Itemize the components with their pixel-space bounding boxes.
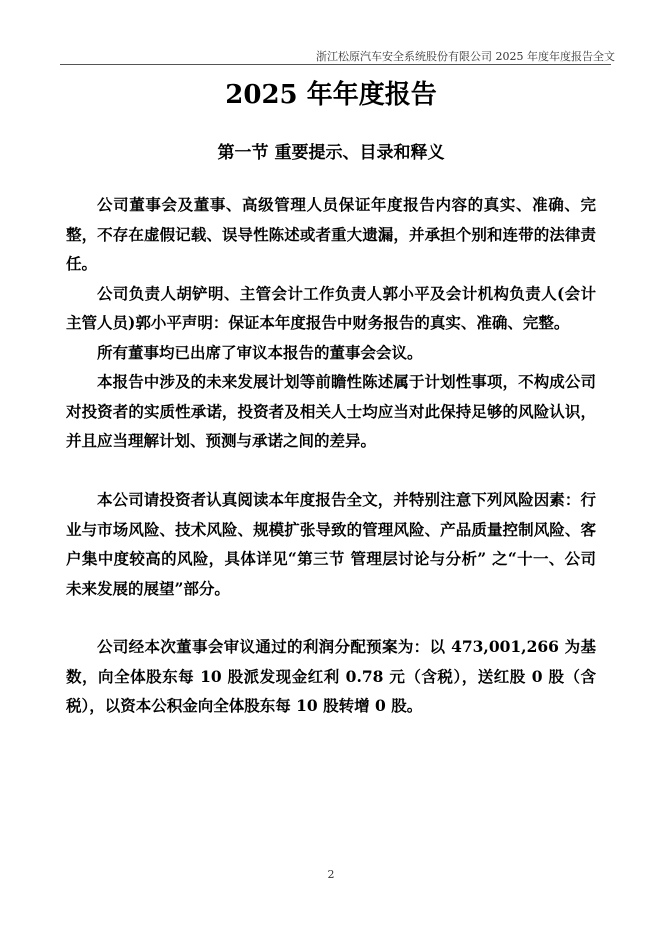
section-heading: 第一节 重要提示、目录和释义 (217, 143, 445, 163)
body-block-3 (66, 632, 596, 721)
paragraph-officer-statement: 公司负责人胡铲明、主管会计工作负责人郭小平及会计机构负责人(会计主管人员)郭小平声明：保证本年度报告中财务报告的真实、准确、完整。 (66, 283, 596, 332)
paragraph-board-attendance: 所有董事均已出席了审议本报告的董事会会议。 (97, 342, 423, 362)
paragraph-forward-looking: 本报告中涉及的未来发展计划等前瞻性陈述属于计划性事项，不构成公司对投资者的实质性承诺，投资者及相关人士均应当对此保持足够的风险认识，并且应当理解计划、预测与承诺之间的差异。 (66, 372, 596, 450)
paragraph-profit-distribution: 公司经本次董事会审议通过的利润分配预案为：以 473,001,266 为基数，向全体股东每 10 股派发现金红利 0.78 元（含税），送红股 0 股（含税），以资本公积金向全体股东每 10 股转增 0 股。 (66, 637, 596, 715)
running-header: 浙江松原汽车安全系统股份有限公司 2025 年度年度报告全文 (316, 50, 615, 63)
report-title: 2025 年年度报告 (225, 80, 437, 110)
paragraph-board-guarantee: 公司董事会及董事、高级管理人员保证年度报告内容的真实、准确、完整，不存在虚假记载、误导性陈述或者重大遗漏，并承担个别和连带的法律责任。 (66, 195, 596, 273)
body-block-2 (66, 485, 596, 603)
header-divider (60, 64, 611, 65)
paragraph-risk-factors: 本公司请投资者认真阅读本年度报告全文，并特别注意下列风险因素：行业与市场风险、技术风险、规模扩张导致的管理风险、产品质量控制风险、客户集中度较高的风险，具体详见“第三节 管理层讨论与分析” 之“十一、公司未来发展的展望”部分。 (66, 490, 596, 598)
body-block-1 (66, 190, 596, 456)
page-number: 2 (327, 868, 335, 881)
